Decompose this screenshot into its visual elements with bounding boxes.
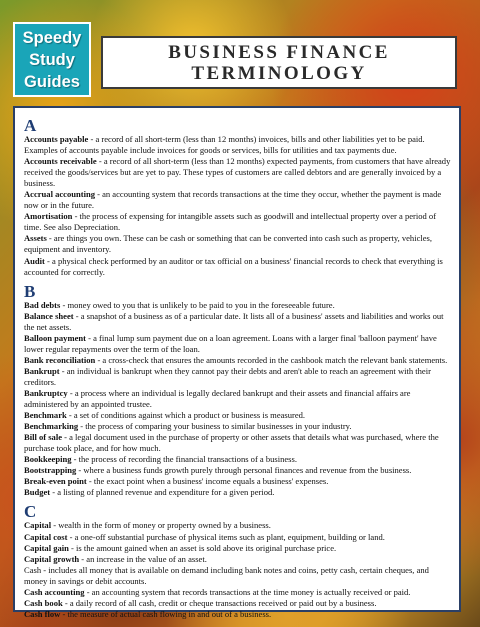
glossary-definition: - a record of all short-term (less than 12 months) expected payments, from customers that have already received the goods/services but are yet to pay. These types of customers are called debtors and are generally invoiced by a business. bbox=[24, 156, 451, 189]
glossary-term: Balloon payment bbox=[24, 332, 86, 343]
glossary-term: Capital growth bbox=[24, 553, 80, 564]
glossary-entry bbox=[24, 300, 452, 311]
glossary-entry bbox=[24, 598, 452, 609]
glossary-term: Break-even point bbox=[24, 476, 87, 487]
glossary-term: Balance sheet bbox=[24, 310, 74, 321]
glossary-entry bbox=[24, 543, 452, 554]
glossary-term: Cash accounting bbox=[24, 586, 85, 597]
glossary-term: Bill of sale bbox=[24, 432, 62, 443]
glossary-entry bbox=[24, 421, 452, 432]
glossary-term: Bootstrapping bbox=[24, 465, 77, 476]
glossary-entry bbox=[24, 189, 452, 211]
glossary-term: Assets bbox=[24, 233, 47, 244]
glossary-term: Audit bbox=[24, 255, 45, 266]
glossary-definition: - wealth in the form of money or property owned by a business. bbox=[51, 520, 271, 531]
section-letter-c: C bbox=[24, 502, 37, 522]
glossary-entry bbox=[24, 366, 452, 388]
glossary-definition: - a listing of planned revenue and expenditure for a given period. bbox=[50, 487, 275, 498]
logo-line-1: Speedy bbox=[22, 29, 82, 47]
glossary-entry bbox=[24, 587, 452, 598]
publisher-logo bbox=[13, 22, 91, 97]
glossary-entry bbox=[24, 554, 452, 565]
glossary-definition: - are things you own. These can be cash or something that can be converted into cash such as property, vehicles, equipment and inventory. bbox=[24, 233, 432, 255]
glossary-term: Capital cost bbox=[24, 531, 68, 542]
glossary-entry bbox=[24, 565, 452, 587]
glossary-definition: - a final lump sum payment due on a loan agreement. Loans with a larger final 'balloon payment' have lower regular repayments over the term of the loan. bbox=[24, 332, 437, 354]
glossary-term: Cash book bbox=[24, 597, 63, 608]
glossary-definition: - a daily record of all cash, credit or cheque transactions received or paid out by a business. bbox=[62, 597, 377, 608]
glossary-definition: - a set of conditions against which a product or business is measured. bbox=[66, 410, 306, 421]
glossary-definition: - an individual is bankrupt when they cannot pay their debts and aren't able to reach an agreement with their creditors. bbox=[24, 365, 431, 387]
glossary-entry bbox=[24, 156, 452, 189]
title-line-2: TERMINOLOGY bbox=[191, 63, 367, 84]
glossary-definition: - the measure of actual cash flowing in and out of a business. bbox=[60, 608, 272, 619]
glossary-term: Benchmark bbox=[24, 410, 67, 421]
glossary-entry bbox=[24, 532, 452, 543]
glossary-entry bbox=[24, 233, 452, 255]
glossary-entry bbox=[24, 454, 452, 465]
glossary-term: Benchmarking bbox=[24, 421, 79, 432]
glossary-entry bbox=[24, 355, 452, 366]
glossary-entry bbox=[24, 432, 452, 454]
glossary-entry bbox=[24, 520, 452, 531]
glossary-term: Bad debts bbox=[24, 299, 61, 310]
glossary-entry bbox=[24, 487, 452, 498]
glossary-term: Capital gain bbox=[24, 542, 69, 553]
glossary-entry bbox=[24, 465, 452, 476]
glossary-term: Bankrupt bbox=[24, 365, 60, 376]
glossary-term: Bankruptcy bbox=[24, 387, 68, 398]
glossary-definition: - where a business funds growth purely through personal finances and revenue from the business. bbox=[76, 465, 412, 476]
glossary-definition: - a legal document used in the purchase of property or other assets that details what was purchased, where the purchase took place, and for how much. bbox=[24, 432, 439, 454]
glossary-definition: - an accounting system that records transactions at the time money is actually received or paid. bbox=[84, 586, 411, 597]
glossary-definition: - a record of all short-term (less than 12 months) invoices, bills and other liabilities yet to be paid. Examples of accounts payable include invoices for goods or services, bills for utilities and tax payments due. bbox=[24, 134, 425, 156]
glossary-term: Bookkeeping bbox=[24, 454, 72, 465]
glossary-entry bbox=[24, 211, 452, 233]
glossary-entry bbox=[24, 476, 452, 487]
glossary-definition: - an accounting system that records transactions at the time they occur, whether the payment is made now or in the future. bbox=[24, 189, 442, 211]
glossary-entry bbox=[24, 410, 452, 421]
glossary-entry bbox=[24, 256, 452, 278]
glossary-definition: - the process of expensing for intangible assets such as goodwill and intellectual property over a period of time. See also Depreciation. bbox=[24, 211, 437, 233]
glossary-term: Cash flow bbox=[24, 608, 61, 619]
glossary-term: Accrual accounting bbox=[24, 189, 95, 200]
glossary-definition: - a cross-check that ensures the amounts recorded in the cashbook match the relevant bank statements. bbox=[95, 354, 448, 365]
glossary-entry bbox=[24, 609, 452, 620]
logo-line-2: Study bbox=[29, 51, 75, 69]
glossary-definition: - the process of comparing your business to similar businesses in your industry. bbox=[78, 421, 352, 432]
glossary-panel bbox=[13, 106, 461, 619]
glossary-term: Amortisation bbox=[24, 211, 73, 222]
glossary-entry bbox=[24, 311, 452, 333]
section-letter-a: A bbox=[24, 116, 37, 135]
glossary-definition: - a physical check performed by an auditor or tax official on a business' financial records to check that everything is accounted for correctly. bbox=[24, 255, 443, 277]
glossary-definition: - a snapshot of a business as of a particular date. It lists all of a business' assets and liabilities and works out the net assets. bbox=[24, 310, 444, 332]
glossary-definition: - the process of recording the financial transactions of a business. bbox=[71, 454, 297, 465]
glossary-term: Accounts payable bbox=[24, 134, 89, 144]
glossary-definition: - an increase in the value of an asset. bbox=[79, 553, 207, 564]
glossary-term: Bank reconciliation bbox=[24, 354, 96, 365]
glossary-definition: - a one-off substantial purchase of physical items such as plant, equipment, building or land. bbox=[67, 531, 385, 542]
title-line-1: BUSINESS FINANCE bbox=[168, 42, 390, 63]
glossary-term: Capital bbox=[24, 520, 52, 531]
glossary-entry bbox=[24, 333, 452, 355]
glossary-definition: - a process where an individual is legally declared bankrupt and their assets and financial affairs are administered by an appointed trustee. bbox=[24, 387, 411, 410]
glossary-entry bbox=[24, 388, 452, 410]
glossary-definition: - money owed to you that is unlikely to be paid to you in the foreseeable future. bbox=[60, 299, 335, 310]
glossary-term: Accounts receivable bbox=[24, 156, 97, 167]
glossary-entry bbox=[24, 134, 452, 156]
logo-line-3: Guides bbox=[24, 73, 80, 91]
section-letter-b: B bbox=[24, 281, 36, 301]
glossary-definition: - is the amount gained when an asset is sold above its original purchase price. bbox=[68, 542, 337, 553]
glossary-definition: Cash - includes all money that is available on demand including bank notes and coins, petty cash, certain cheques, and money in savings or debit accounts. bbox=[24, 564, 429, 586]
glossary-term: Budget bbox=[24, 487, 51, 498]
title-banner bbox=[101, 36, 457, 89]
glossary-definition: - the exact point when a business' income equals a business' expenses. bbox=[86, 476, 329, 487]
